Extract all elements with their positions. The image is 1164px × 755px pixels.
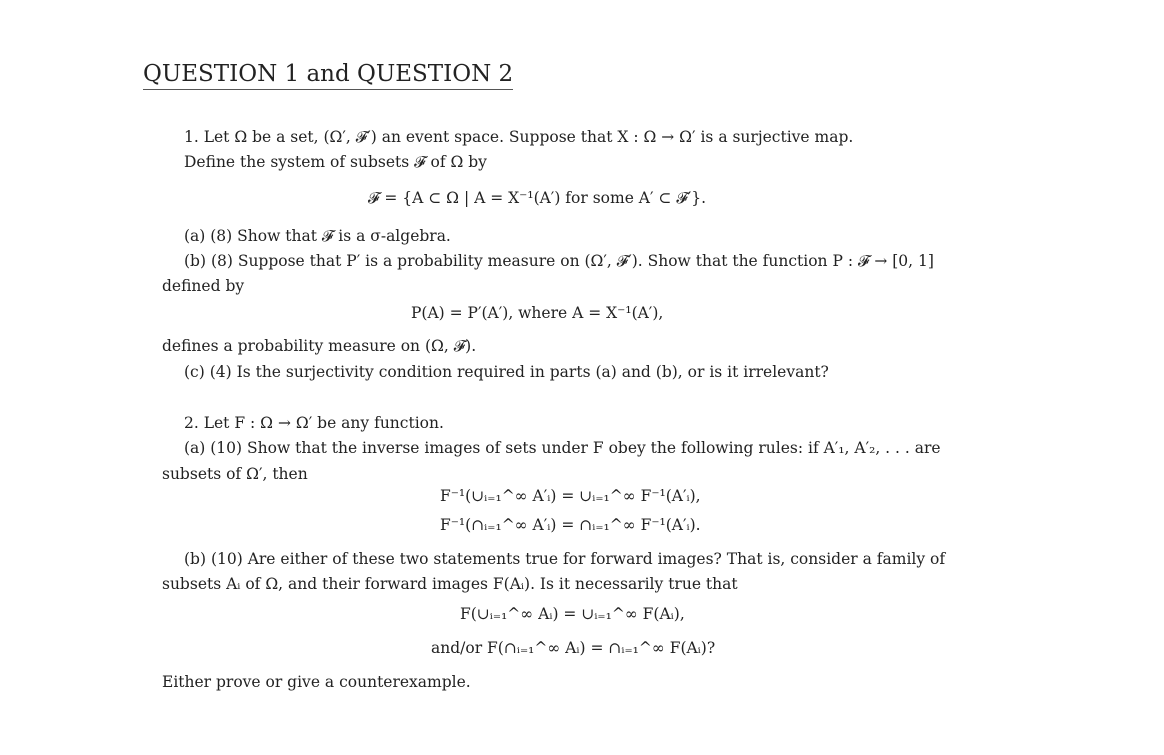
q2-inverse-intersection-equation: F⁻¹(∩ᵢ₌₁^∞ A′ᵢ) = ∩ᵢ₌₁^∞ F⁻¹(A′ᵢ). [440, 516, 701, 534]
q1-intro-line-2: Define the system of subsets 𝓕 of Ω by [184, 153, 487, 171]
q1-intro-line-1: 1. Let Ω be a set, (Ω′, 𝓕′) an event space. Suppose that X : Ω → Ω′ is a surjective map. [184, 128, 854, 146]
q2-part-b-line-1: (b) (10) Are either of these two statements true for forward images? That is, consider a family of [184, 550, 946, 568]
q2-forward-intersection-equation: and/or F(∩ᵢ₌₁^∞ Aᵢ) = ∩ᵢ₌₁^∞ F(Aᵢ)? [431, 639, 716, 657]
q2-closing: Either prove or give a counterexample. [162, 673, 471, 691]
q1-part-b-line-1: (b) (8) Suppose that P′ is a probability measure on (Ω′, 𝓕′). Show that the function P : 𝓕 → [0, 1] [184, 252, 934, 270]
q2-part-b-line-2: subsets Aᵢ of Ω, and their forward images F(Aᵢ). Is it necessarily true that [162, 575, 738, 593]
q1-part-c: (c) (4) Is the surjectivity condition required in parts (a) and (b), or is it irrelevant? [184, 363, 829, 381]
q1-part-b-line-2: defined by [162, 277, 245, 295]
q1-part-a: (a) (8) Show that 𝓕 is a σ-algebra. [184, 227, 451, 245]
q1-definition-equation: 𝓕 = {A ⊂ Ω | A = X⁻¹(A′) for some A′ ⊂ 𝓕′}. [368, 189, 707, 207]
q2-inverse-union-equation: F⁻¹(∪ᵢ₌₁^∞ A′ᵢ) = ∪ᵢ₌₁^∞ F⁻¹(A′ᵢ), [440, 487, 701, 505]
q2-part-a-line-2: subsets of Ω′, then [162, 465, 308, 483]
q1-probability-equation: P(A) = P′(A′), where A = X⁻¹(A′), [411, 304, 664, 322]
q1-part-b-line-3: defines a probability measure on (Ω, 𝓕). [162, 337, 477, 355]
q2-intro: 2. Let F : Ω → Ω′ be any function. [184, 414, 444, 432]
page-title: QUESTION 1 and QUESTION 2 [143, 60, 513, 90]
q2-part-a-line-1: (a) (10) Show that the inverse images of sets under F obey the following rules: if A′₁, A′₂, . . . are [184, 439, 941, 457]
q2-forward-union-equation: F(∪ᵢ₌₁^∞ Aᵢ) = ∪ᵢ₌₁^∞ F(Aᵢ), [460, 605, 685, 623]
